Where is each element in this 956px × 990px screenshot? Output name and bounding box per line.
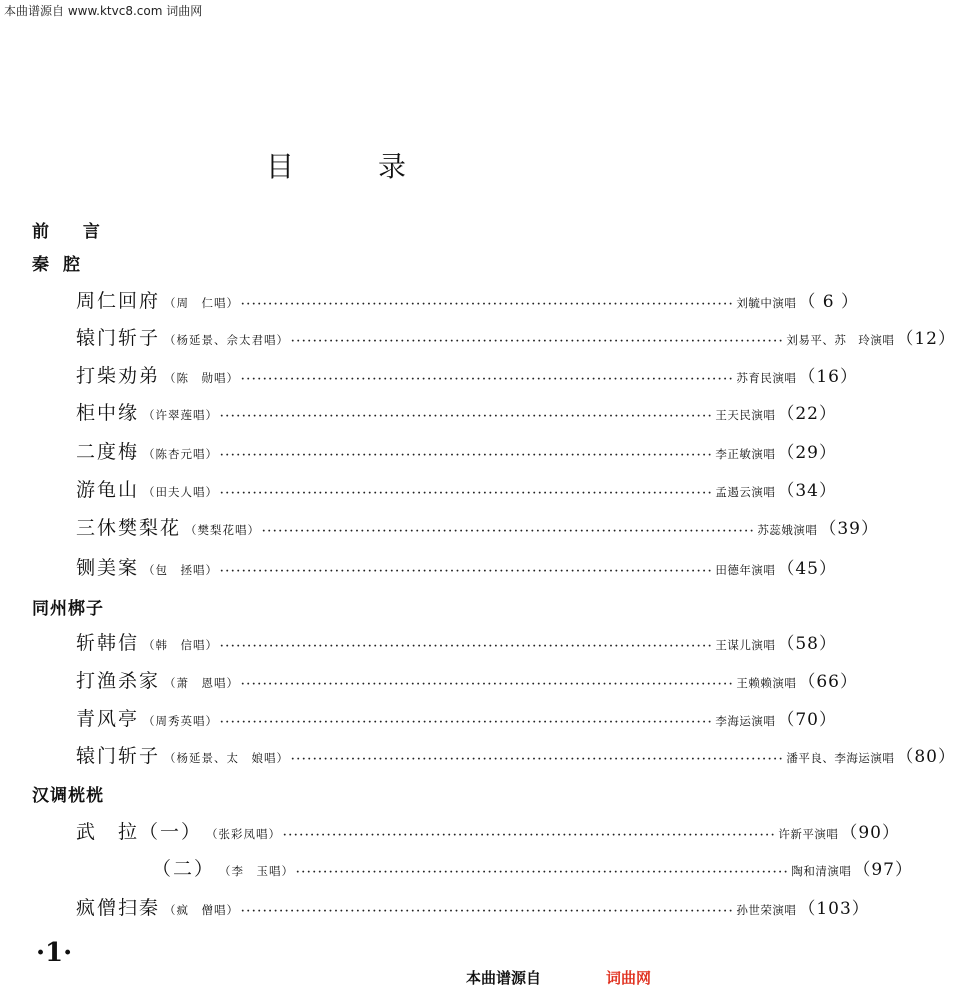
entry-performer: 王天民演唱 xyxy=(715,408,776,422)
entry-performer: 孟遏云演唱 xyxy=(715,485,776,499)
entry-page: （ 6 ） xyxy=(798,292,859,312)
dot-leader: ·························································································· xyxy=(220,717,714,728)
entry-performer: 许新平演唱 xyxy=(778,827,839,841)
toc-entry[interactable] xyxy=(76,704,837,730)
entry-role: （包 拯唱） xyxy=(143,563,219,577)
entry-page: （80） xyxy=(896,747,956,767)
entry-title: 辕门斩子 xyxy=(76,327,161,349)
entry-role: （陈 勋唱） xyxy=(164,371,240,385)
entry-title: 铡美案 xyxy=(76,557,140,579)
toc-entry[interactable] xyxy=(76,666,858,692)
entry-title: 打渔杀家 xyxy=(76,670,161,692)
entry-performer: 潘平良、李海运演唱 xyxy=(786,751,895,765)
entry-title: （二） xyxy=(152,858,216,880)
toc-entry[interactable] xyxy=(76,628,837,654)
entry-title: 辕门斩子 xyxy=(76,745,161,767)
entry-title: 周仁回府 xyxy=(76,290,161,312)
toc-entry[interactable] xyxy=(76,817,900,843)
entry-role: （许翠莲唱） xyxy=(143,408,219,422)
toc-entry[interactable] xyxy=(76,361,858,387)
entry-performer: 田德年演唱 xyxy=(715,563,776,577)
watermark-site: 词曲网 xyxy=(606,969,652,987)
entry-role: （疯 僧唱） xyxy=(164,903,240,917)
dot-leader: ·························································································· xyxy=(220,450,714,461)
entry-role: （樊梨花唱） xyxy=(185,523,261,537)
entry-title: 武 拉（一） xyxy=(76,821,203,843)
entry-title: 三休樊梨花 xyxy=(76,517,182,539)
dot-leader: ·························································································· xyxy=(220,488,714,499)
dot-leader: ·························································································· xyxy=(241,299,735,310)
entry-role: （李 玉唱） xyxy=(219,864,295,878)
entry-performer: 苏蕊娥演唱 xyxy=(757,523,818,537)
entry-performer: 刘易平、苏 玲演唱 xyxy=(786,333,895,347)
entry-role: （田夫人唱） xyxy=(143,485,219,499)
section-qinqiang: 秦腔 xyxy=(32,255,94,275)
entry-role: （萧 恩唱） xyxy=(164,676,240,690)
entry-role: （周秀英唱） xyxy=(143,714,219,728)
watermark-source: 本曲谱源自 xyxy=(466,969,542,987)
toc-entry[interactable] xyxy=(152,854,913,880)
entry-page: （66） xyxy=(798,672,858,692)
entry-role: （周 仁唱） xyxy=(164,296,240,310)
entry-role: （张彩凤唱） xyxy=(206,827,282,841)
entry-page: （45） xyxy=(777,559,837,579)
entry-role: （韩 信唱） xyxy=(143,638,219,652)
entry-page: （103） xyxy=(798,899,870,919)
entry-role: （陈杏元唱） xyxy=(143,447,219,461)
entry-performer: 陶和清演唱 xyxy=(791,864,852,878)
toc-entry[interactable] xyxy=(76,323,956,349)
entry-performer: 王谋儿演唱 xyxy=(715,638,776,652)
dot-leader: ·························································································· xyxy=(220,566,714,577)
toc-entry[interactable] xyxy=(76,513,879,539)
dot-leader: ·························································································· xyxy=(220,641,714,652)
dot-leader: ·························································································· xyxy=(291,754,785,765)
toc-entry[interactable] xyxy=(76,475,837,501)
entry-performer: 孙世荣演唱 xyxy=(736,903,797,917)
dot-leader: ·························································································· xyxy=(296,867,790,878)
entry-page: （90） xyxy=(840,823,900,843)
dot-leader: ·························································································· xyxy=(283,830,777,841)
toc-entry[interactable] xyxy=(76,286,859,312)
entry-title: 疯僧扫秦 xyxy=(76,897,161,919)
entry-title: 柜中缘 xyxy=(76,402,140,424)
entry-performer: 李正敏演唱 xyxy=(715,447,776,461)
title-char-1: 目 xyxy=(265,150,294,183)
section-preface: 前 言 xyxy=(32,222,114,242)
entry-title: 二度梅 xyxy=(76,441,140,463)
entry-performer: 苏育民演唱 xyxy=(736,371,797,385)
dot-leader: ·························································································· xyxy=(241,906,735,917)
title-char-2: 录 xyxy=(378,150,407,183)
entry-page: （39） xyxy=(819,519,879,539)
entry-performer: 刘毓中演唱 xyxy=(736,296,797,310)
entry-performer: 李海运演唱 xyxy=(715,714,776,728)
toc-entry[interactable] xyxy=(76,893,870,919)
toc-entry[interactable] xyxy=(76,398,837,424)
source-header: 本曲谱源自 www.ktvc8.com 词曲网 xyxy=(4,4,203,18)
toc-entry[interactable] xyxy=(76,437,837,463)
entry-page: （34） xyxy=(777,481,837,501)
entry-role: （杨延景、太 娘唱） xyxy=(164,751,290,765)
entry-page: （29） xyxy=(777,443,837,463)
section-handiao: 汉调桄桄 xyxy=(32,786,104,806)
entry-page: （12） xyxy=(896,329,956,349)
toc-entry[interactable] xyxy=(76,741,956,767)
dot-leader: ·························································································· xyxy=(262,526,756,537)
entry-title: 游龟山 xyxy=(76,479,140,501)
entry-page: （22） xyxy=(777,404,837,424)
toc-entry[interactable] xyxy=(76,553,837,579)
dot-leader: ·························································································· xyxy=(291,336,785,347)
page-title xyxy=(0,145,672,185)
dot-leader: ·························································································· xyxy=(241,374,735,385)
entry-page: （16） xyxy=(798,367,858,387)
entry-role: （杨延景、佘太君唱） xyxy=(164,333,290,347)
entry-title: 斩韩信 xyxy=(76,632,140,654)
entry-page: （97） xyxy=(853,860,913,880)
dot-leader: ·························································································· xyxy=(241,679,735,690)
entry-performer: 王赖赖演唱 xyxy=(736,676,797,690)
entry-page: （70） xyxy=(777,710,837,730)
dot-leader: ·························································································· xyxy=(220,411,714,422)
entry-page: （58） xyxy=(777,634,837,654)
section-tongzhou: 同州梆子 xyxy=(32,599,104,619)
entry-title: 打柴劝弟 xyxy=(76,365,161,387)
entry-title: 青风亭 xyxy=(76,708,140,730)
page-number: ·1· xyxy=(36,938,73,968)
